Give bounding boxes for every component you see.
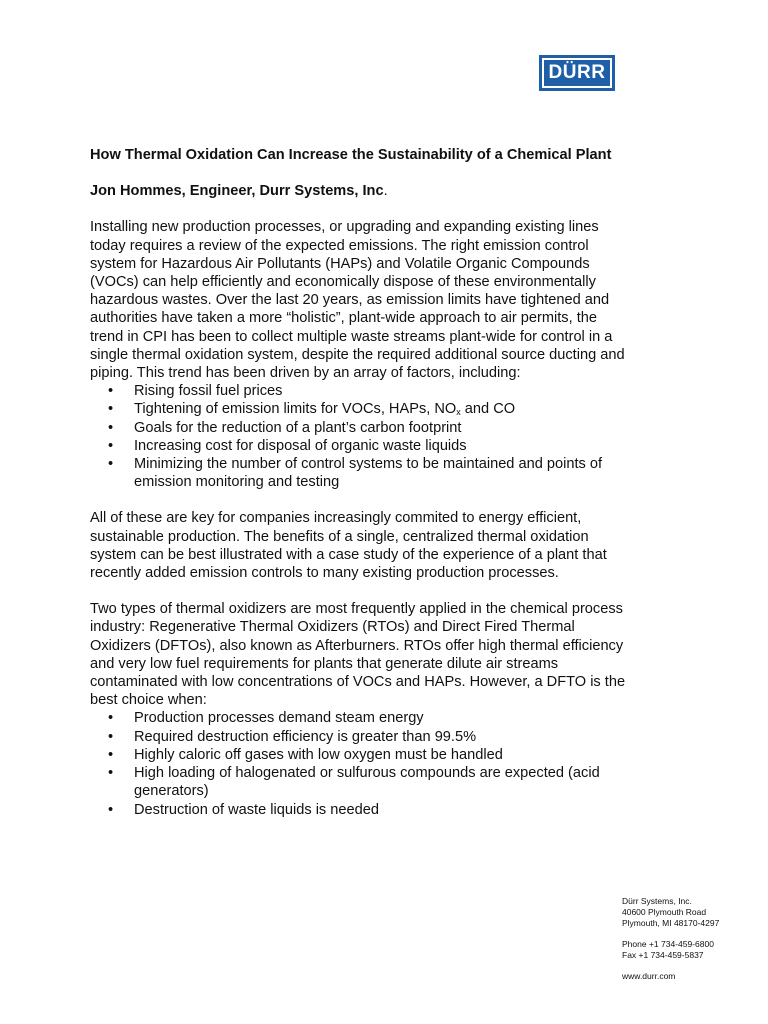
author-line <box>90 182 630 200</box>
list-item: • Rising fossil fuel prices <box>90 382 630 400</box>
footer-fax: Fax +1 734-459-5837 <box>622 950 704 960</box>
intro-paragraph: Installing new production processes, or upgrading and expanding existing lines today requires a review of the expected emissions. The right emission control system for Hazardous Air Pollutants (HAPs) and Volatile Organic Compounds (VOCs) can help efficiently and economically dispose of these environmentally hazardous wastes. Over the last 20 years, as emission limits have tightened and authorities have taken a more “holistic”, plant-wide approach to air permits, the trend in CPI has been to collect multiple waste streams plant-wide for control in a single thermal oxidation system, despite the required additional source ducting and piping. This trend has been driven by an array of factors, including: <box>90 219 625 382</box>
document-body <box>90 146 630 819</box>
dfto-conditions-list <box>90 709 630 818</box>
footer-company: Dürr Systems, Inc. <box>622 896 692 906</box>
durr-logo <box>539 55 615 91</box>
logo-text: DÜRR <box>542 58 612 88</box>
list-item: • Minimizing the number of control systems to be maintained and points of emission monitoring and testing <box>90 455 630 491</box>
list-item <box>90 400 630 418</box>
benefits-paragraph: All of these are key for companies increasingly commited to energy efficient, sustainable production. The benefits of a single, centralized thermal oxidation system can be best illustrated with a case study of the experience of a plant that recently added emission controls to many existing production processes. <box>90 510 607 582</box>
author-period: . <box>383 183 388 200</box>
list-item: • Goals for the reduction of a plant’s carbon footprint <box>90 419 630 437</box>
list-item-text-end: and CO <box>460 401 516 418</box>
footer-city: Plymouth, MI 48170-4297 <box>622 918 720 928</box>
footer-street: 40600 Plymouth Road <box>622 907 707 917</box>
company-address-footer <box>622 896 762 982</box>
footer-web[interactable]: www.durr.com <box>622 971 676 981</box>
list-item: • Production processes demand steam energy <box>90 709 630 727</box>
footer-phone: Phone +1 734-459-6800 <box>622 939 714 949</box>
author-name: Jon Hommes, Engineer, Durr Systems, Inc <box>90 183 384 200</box>
document-title: How Thermal Oxidation Can Increase the Sustainability of a Chemical Plant <box>90 147 612 163</box>
list-item-text: Tightening of emission limits for VOCs, HAPs, NO <box>134 401 457 418</box>
list-item: • Increasing cost for disposal of organic waste liquids <box>90 437 630 455</box>
list-item: • Required destruction efficiency is greater than 99.5% <box>90 728 630 746</box>
list-item: • Highly caloric off gases with low oxygen must be handled <box>90 746 630 764</box>
list-item: • High loading of halogenated or sulfurous compounds are expected (acid generators) <box>90 764 630 800</box>
list-item: • Destruction of waste liquids is needed <box>90 801 630 819</box>
oxidizer-types-paragraph: Two types of thermal oxidizers are most frequently applied in the chemical process industry: Regenerative Thermal Oxidizers (RTOs) and Direct Fired Thermal Oxidizers (DFTOs), also known as Afterburners. RTOs offer high thermal efficiency and very low fuel requirements for plants that generate dilute air streams contaminated with low concentrations of VOCs and HAPs. However, a DFTO is the best choice when: <box>90 601 626 709</box>
factors-list <box>90 382 630 491</box>
subscript: x <box>456 407 461 418</box>
